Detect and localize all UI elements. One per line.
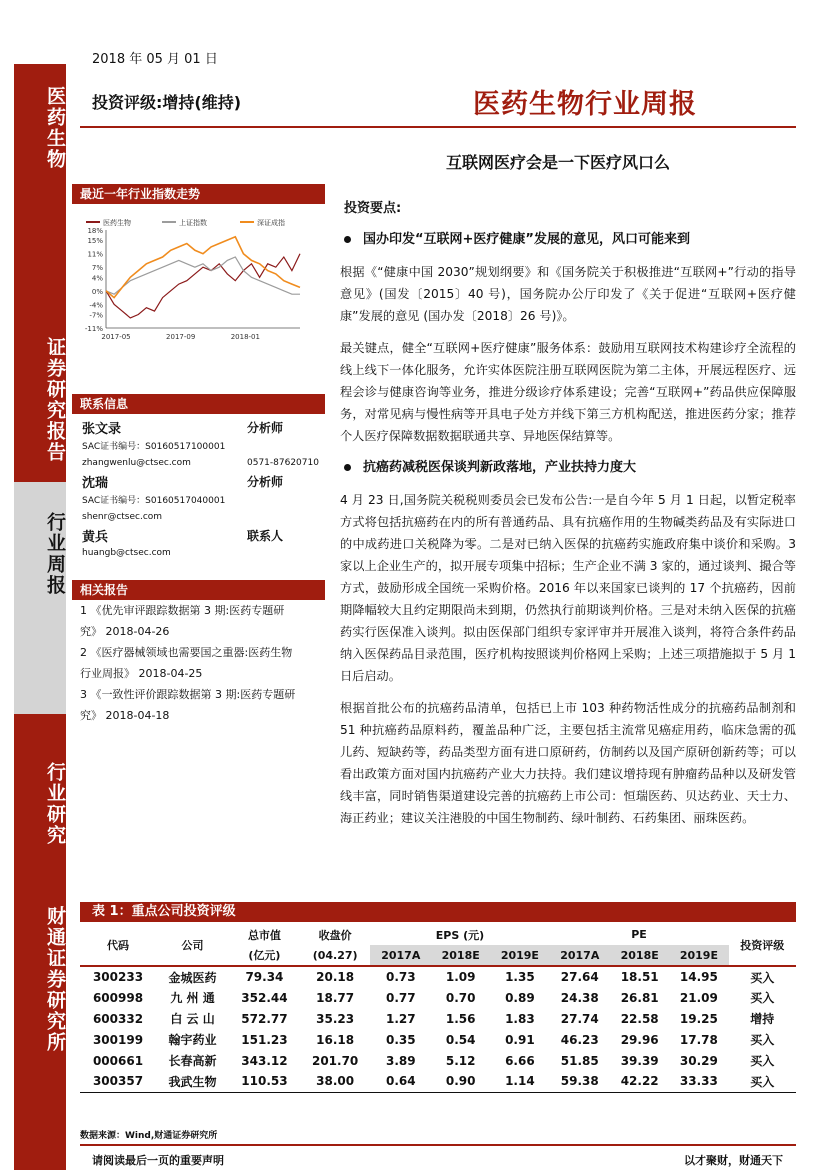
contacts-block [72,418,325,562]
bullet-heading: 国办印发“互联网+医疗健康”发展的意见，风口可能来到 [340,229,796,251]
sidebar-category: 证券研究报告 [44,337,66,463]
table-row: 300357 我武生物 110.53 38.00 0.64 0.90 1.14 59.38 42.22 33.33 买入 [80,1071,796,1092]
report-date: 2018 年 05 月 01 日 [92,52,218,67]
col-eps: EPS (元) [435,928,485,942]
index-section-heading: 最近一年行业指数走势 [72,184,325,204]
table-row: 300199 翰宇药业 151.23 16.18 0.35 0.54 0.91 46.23 29.96 17.78 买入 [92,1032,775,1047]
contact-phone: 0571-87620710 [247,458,319,468]
sidebar-sector: 医药生物 [44,86,66,170]
year-header: 2018E [431,945,490,966]
legend-label: 上证指数 [179,219,207,227]
company-rating-table [80,924,796,1093]
contact-name: 张文录 [82,421,122,437]
paragraph: 根据《“健康中国 2030”规划纲要》和《国务院关于积极推进“互联网+”行动的指导意见》(国发〔2015〕40 号)，国务院办公厅印发了《关于促进“互联网+医疗健康”发展的意见 (国办发〔2018〕26 号)》。 [340,265,796,323]
sidebar-dept: 行业研究 [44,762,66,846]
x-tick-label: 2017-09 [166,333,196,341]
x-tick-label: 2017-05 [101,333,131,341]
index-chart [72,206,325,346]
contact-email[interactable]: zhangwenlu@ctsec.com [82,458,191,468]
contact-role: 分析师 [247,474,284,489]
bullet-dot-icon [344,464,351,471]
series-line [106,257,300,294]
contact-email[interactable]: huangb@ctsec.com [82,548,171,558]
paragraph: 4 月 23 日,国务院关税税则委员会已发布公告:一是自今年 5 月 1 日起，以暂定税率方式将包括抗癌药在内的所有普通药品、具有抗癌作用的生物碱类药品及有实际进口的中成药进口关税降为零。二是对已纳入医保的抗癌药实施政府集中谈价和采购。3 家以上企业生产的，拟开展专项集中招标；生产企业不满 3 家的，通过谈判、撮合等方式，鼓励形成全国统一采购价格。2016 年以来国家已谈判的 17 个抗癌药，因前期降幅较大且约定期限尚未到期，仍然执行前期谈判价格。三是对未纳入医保的抗癌药实行医保准入谈判。拟由医保部门组织专家评审并开展准入谈判，将符合条件药品纳入医保药品目录范围，医疗机构按照谈判价格网上采购；上述三项措施拟于 5 月 1 日后启动。 [340,493,796,683]
col-price: 收盘价 [318,928,352,942]
y-tick-label: 4% [91,274,103,283]
left-sidebar [14,64,66,1170]
related-item[interactable]: 3 《一致性评价跟踪数据第 3 期:医药专题研 究》 2018-04-18 [80,688,296,722]
contact-sac: SAC证书编号：S0160517040001 [82,495,226,506]
key-points-heading: 投资要点: [344,201,402,216]
col-code: 代码 [107,938,129,952]
related-item[interactable]: 2 《医疗器械领域也需要国之重器:医药生物 行业周报》 2018-04-25 [80,646,293,680]
footer-disclaimer: 请阅读最后一页的重要声明 [92,1154,224,1167]
y-tick-label: 15% [87,237,103,246]
y-tick-label: -7% [89,311,103,320]
sidebar-firm: 财通证券研究所 [44,905,66,1053]
related-item[interactable]: 1 《优先审评跟踪数据第 3 期:医药专题研 究》 2018-04-26 [80,604,285,638]
year-header: 2018E [610,945,669,966]
contact-name: 黄兵 [82,529,109,545]
col-pe: PE [631,928,647,941]
sidebar-type: 行业周报 [44,512,66,596]
report-title: 医药生物行业周报 [473,89,697,120]
table-row: 000661 长春高新 343.12 201.70 3.89 5.12 6.66 51.85 39.39 30.29 买入 [92,1053,775,1068]
table-title: 表 1：重点公司投资评级 [80,902,796,922]
bullet-dot-icon [344,236,351,243]
col-price-date: (04.27) [312,948,358,962]
footer-slogan: 以才聚财，财通天下 [684,1154,783,1167]
investment-rating: 投资评级:增持(维持) [92,93,242,112]
y-tick-label: 0% [91,287,103,296]
y-tick-label: 18% [87,227,103,235]
y-tick-label: 11% [87,250,103,259]
legend-label: 深证成指 [257,219,285,227]
related-reports [72,600,325,726]
col-rating: 投资评级 [740,938,785,952]
index-chart-svg [72,206,325,346]
header-rule [80,126,796,128]
contacts-heading: 联系信息 [72,394,325,414]
bullet-heading: 抗癌药减税医保谈判新政落地，产业扶持力度大 [340,457,796,479]
contact-role: 分析师 [247,420,284,435]
paragraph: 最关键点，健全“互联网+医疗健康”服务体系：鼓励用互联网技术构建诊疗全流程的线上线下一体化服务，允许实体医院注册互联网医院为第二主体，开展远程医疗、远程会诊与健康咨询等业务，推进分级诊疗体系建设；完善“互联网+”药品供应保障服务，对常见病与慢性病等开具电子处方并线下第三方机构配送，推进医药分家；推荐个人医疗保障数据数据联通共享、异地医保结算等。 [340,341,796,443]
report-subtitle: 互联网医疗会是一下医疗风口么 [446,153,671,172]
contact-email[interactable]: shenr@ctsec.com [82,512,163,522]
col-company: 公司 [181,938,204,952]
contact-name: 沈瑞 [82,475,109,491]
year-header: 2019E [669,945,728,966]
col-cap: 总市值 [247,928,281,942]
legend-label: 医药生物 [103,219,131,227]
year-header: 2017A [370,945,431,966]
related-heading: 相关报告 [72,580,325,600]
table-row: 300233 金城医药 79.34 20.18 0.73 1.09 1.35 27.64 18.51 14.95 买入 [92,970,775,985]
table-row: 600998 九 州 通 352.44 18.77 0.77 0.70 0.89 24.38 26.81 21.09 买入 [92,990,775,1005]
contact-role: 联系人 [247,528,284,543]
col-cap-unit: (亿元) [248,949,281,962]
y-tick-label: 7% [91,264,103,273]
table-row: 600332 白 云 山 572.77 35.23 1.27 1.56 1.83 27.74 22.58 19.25 增持 [92,1011,775,1026]
data-source: 数据来源：Wind,财通证券研究所 [80,1131,218,1141]
y-tick-label: -11% [84,325,103,333]
footer-rule [80,1144,796,1146]
year-header: 2017A [549,945,610,966]
contact-sac: SAC证书编号：S0160517100001 [82,441,226,452]
year-header: 2019E [490,945,549,966]
y-tick-label: -4% [89,301,103,310]
paragraph: 根据首批公布的抗癌药品清单，包括已上市 103 种药物活性成分的抗癌药品制剂和 51 种抗癌药品原料药，覆盖品种广泛，主要包括主流常见癌症用药，临床急需的孤儿药、短缺药等，药品类型方面有进口原研药，仿制药以及国产原研创新药等；可以看出政策方面对国内抗癌药产业大力扶持。我们建议增持现有肿瘤药品种以及研发管线丰富，同时销售渠道建设完善的抗癌药上市公司：恒瑞医药、贝达药业、天士力、海正药业；建议关注港股的中国生物制药、绿叶制药、石药集团、丽珠医药。 [340,701,796,825]
x-tick-label: 2018-01 [230,333,260,341]
key-points [340,198,796,839]
